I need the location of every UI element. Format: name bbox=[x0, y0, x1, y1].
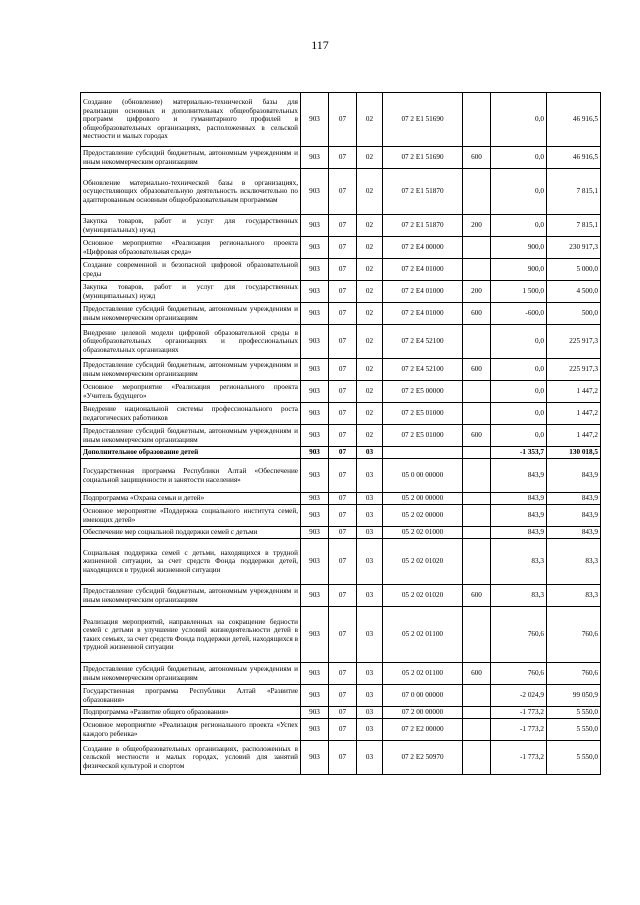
target-article-cell: 07 2 E5 00000 bbox=[383, 381, 463, 403]
expense-type-cell bbox=[463, 259, 491, 281]
change-amount-cell: 0,0 bbox=[491, 93, 547, 147]
change-amount-cell: 760,6 bbox=[491, 663, 547, 685]
expense-type-cell bbox=[463, 381, 491, 403]
table-row bbox=[81, 359, 601, 381]
row-name-cell: Закупка товаров, работ и услуг для государственных (муниципальных) нужд bbox=[81, 281, 301, 303]
row-name-cell: Государственная программа Республики Алтай «Обеспечение социальной защищенности и занятости населения» bbox=[81, 459, 301, 493]
total-amount-cell: 7 815,1 bbox=[547, 215, 601, 237]
section-cell: 07 bbox=[329, 493, 357, 505]
target-article-cell: 07 2 E2 50970 bbox=[383, 741, 463, 775]
row-name-cell: Внедрение национальной системы профессионального роста педагогических работников bbox=[81, 403, 301, 425]
section-cell: 07 bbox=[329, 505, 357, 527]
change-amount-cell: 0,0 bbox=[491, 425, 547, 447]
row-name-cell: Предоставление субсидий бюджетным, автономным учреждениям и иным некоммерческим организациям bbox=[81, 585, 301, 607]
admin-code-cell: 903 bbox=[301, 237, 329, 259]
target-article-cell: 05 2 02 01020 bbox=[383, 539, 463, 585]
total-amount-cell: 83,3 bbox=[547, 539, 601, 585]
table-row bbox=[81, 325, 601, 359]
total-amount-cell: 1 447,2 bbox=[547, 403, 601, 425]
expense-type-cell bbox=[463, 325, 491, 359]
total-amount-cell: 99 050,9 bbox=[547, 685, 601, 707]
table-row bbox=[81, 447, 601, 459]
section-cell: 07 bbox=[329, 93, 357, 147]
expense-type-cell bbox=[463, 527, 491, 539]
row-name-cell: Государственная программа Республики Алтай «Развитие образования» bbox=[81, 685, 301, 707]
section-cell: 07 bbox=[329, 741, 357, 775]
total-amount-cell: 46 916,5 bbox=[547, 93, 601, 147]
target-article-cell: 07 2 E4 01000 bbox=[383, 259, 463, 281]
expense-type-cell bbox=[463, 169, 491, 215]
section-cell: 07 bbox=[329, 527, 357, 539]
subsection-cell: 02 bbox=[357, 281, 383, 303]
table-row bbox=[81, 459, 601, 493]
row-name-cell: Создание современной и безопасной цифровой образовательной среды bbox=[81, 259, 301, 281]
change-amount-cell: 0,0 bbox=[491, 359, 547, 381]
expense-type-cell bbox=[463, 539, 491, 585]
expense-type-cell: 600 bbox=[463, 585, 491, 607]
row-name-cell: Социальная поддержка семей с детьми, находящихся в трудной жизненной ситуации, за счет средств Фонда поддержки детей, находящихся в трудной жизненной ситуации bbox=[81, 539, 301, 585]
subsection-cell: 03 bbox=[357, 663, 383, 685]
admin-code-cell: 903 bbox=[301, 281, 329, 303]
target-article-cell: 05 0 00 00000 bbox=[383, 459, 463, 493]
total-amount-cell: 225 917,3 bbox=[547, 325, 601, 359]
row-name-cell: Предоставление субсидий бюджетным, автономным учреждениям и иным некоммерческим организациям bbox=[81, 425, 301, 447]
expense-type-cell bbox=[463, 719, 491, 741]
section-cell: 07 bbox=[329, 585, 357, 607]
total-amount-cell: 4 500,0 bbox=[547, 281, 601, 303]
change-amount-cell: 843,9 bbox=[491, 459, 547, 493]
expense-type-cell: 600 bbox=[463, 303, 491, 325]
section-cell: 07 bbox=[329, 381, 357, 403]
change-amount-cell: 1 500,0 bbox=[491, 281, 547, 303]
expense-type-cell bbox=[463, 93, 491, 147]
subsection-cell: 03 bbox=[357, 493, 383, 505]
total-amount-cell: 5 550,0 bbox=[547, 741, 601, 775]
change-amount-cell: 900,0 bbox=[491, 259, 547, 281]
table-row bbox=[81, 259, 601, 281]
change-amount-cell: 843,9 bbox=[491, 527, 547, 539]
total-amount-cell: 843,9 bbox=[547, 493, 601, 505]
subsection-cell: 03 bbox=[357, 505, 383, 527]
row-name-cell: Предоставление субсидий бюджетным, автономным учреждениям и иным некоммерческим организациям bbox=[81, 147, 301, 169]
change-amount-cell: 0,0 bbox=[491, 169, 547, 215]
table-row bbox=[81, 707, 601, 719]
total-amount-cell: 760,6 bbox=[547, 607, 601, 663]
expense-type-cell: 200 bbox=[463, 215, 491, 237]
subsection-cell: 02 bbox=[357, 403, 383, 425]
expense-type-cell bbox=[463, 607, 491, 663]
admin-code-cell: 903 bbox=[301, 169, 329, 215]
admin-code-cell: 903 bbox=[301, 607, 329, 663]
admin-code-cell: 903 bbox=[301, 505, 329, 527]
admin-code-cell: 903 bbox=[301, 325, 329, 359]
change-amount-cell: 843,9 bbox=[491, 505, 547, 527]
admin-code-cell: 903 bbox=[301, 259, 329, 281]
change-amount-cell: 0,0 bbox=[491, 381, 547, 403]
table-row bbox=[81, 425, 601, 447]
row-name-cell: Обеспечение мер социальной поддержки семей с детьми bbox=[81, 527, 301, 539]
section-cell: 07 bbox=[329, 169, 357, 215]
row-name-cell: Основное мероприятие «Реализация регионального проекта «Успех каждого ребенка» bbox=[81, 719, 301, 741]
target-article-cell: 07 2 E2 00000 bbox=[383, 719, 463, 741]
table-row bbox=[81, 381, 601, 403]
subsection-cell: 02 bbox=[357, 325, 383, 359]
target-article-cell: 05 2 00 00000 bbox=[383, 493, 463, 505]
total-amount-cell: 843,9 bbox=[547, 505, 601, 527]
expense-type-cell: 600 bbox=[463, 663, 491, 685]
table-row bbox=[81, 215, 601, 237]
table-row bbox=[81, 303, 601, 325]
row-name-cell: Обновление материально-технической базы в организациях, осуществляющих образовательную деятельность исключительно по адаптированным основным общеобразовательным программам bbox=[81, 169, 301, 215]
admin-code-cell: 903 bbox=[301, 459, 329, 493]
subsection-cell: 02 bbox=[357, 425, 383, 447]
row-name-cell: Реализация мероприятий, направленных на сокращение бедности семей с детьми в улучшение условий жизнедеятельности детей в таких семьях, за счет средств Фонда поддержки детей, находящихся в трудной жизненной ситуации bbox=[81, 607, 301, 663]
admin-code-cell: 903 bbox=[301, 707, 329, 719]
target-article-cell: 07 2 E1 51870 bbox=[383, 215, 463, 237]
change-amount-cell: -1 773,2 bbox=[491, 719, 547, 741]
expense-type-cell bbox=[463, 741, 491, 775]
subsection-cell: 03 bbox=[357, 447, 383, 459]
section-cell: 07 bbox=[329, 685, 357, 707]
target-article-cell: 07 2 E5 01000 bbox=[383, 425, 463, 447]
subsection-cell: 03 bbox=[357, 459, 383, 493]
target-article-cell bbox=[383, 447, 463, 459]
table-row bbox=[81, 93, 601, 147]
total-amount-cell: 130 018,5 bbox=[547, 447, 601, 459]
expense-type-cell bbox=[463, 403, 491, 425]
section-cell: 07 bbox=[329, 325, 357, 359]
target-article-cell: 07 0 00 00000 bbox=[383, 685, 463, 707]
target-article-cell: 07 2 E1 51870 bbox=[383, 169, 463, 215]
admin-code-cell: 903 bbox=[301, 147, 329, 169]
subsection-cell: 02 bbox=[357, 169, 383, 215]
subsection-cell: 02 bbox=[357, 381, 383, 403]
admin-code-cell: 903 bbox=[301, 215, 329, 237]
subsection-cell: 03 bbox=[357, 685, 383, 707]
row-name-cell: Подпрограмма «Развитие общего образования» bbox=[81, 707, 301, 719]
page-number: 117 bbox=[311, 38, 329, 52]
total-amount-cell: 843,9 bbox=[547, 527, 601, 539]
subsection-cell: 03 bbox=[357, 539, 383, 585]
admin-code-cell: 903 bbox=[301, 539, 329, 585]
target-article-cell: 07 2 E4 52100 bbox=[383, 325, 463, 359]
subsection-cell: 03 bbox=[357, 527, 383, 539]
target-article-cell: 05 2 02 00000 bbox=[383, 505, 463, 527]
row-name-cell: Закупка товаров, работ и услуг для государственных (муниципальных) нужд bbox=[81, 215, 301, 237]
target-article-cell: 07 2 E1 51690 bbox=[383, 147, 463, 169]
admin-code-cell: 903 bbox=[301, 685, 329, 707]
admin-code-cell: 903 bbox=[301, 359, 329, 381]
change-amount-cell: 83,3 bbox=[491, 539, 547, 585]
table-row bbox=[81, 493, 601, 505]
total-amount-cell: 5 550,0 bbox=[547, 707, 601, 719]
subsection-cell: 02 bbox=[357, 303, 383, 325]
section-cell: 07 bbox=[329, 403, 357, 425]
subsection-cell: 02 bbox=[357, 93, 383, 147]
section-cell: 07 bbox=[329, 215, 357, 237]
table-row bbox=[81, 505, 601, 527]
subsection-cell: 03 bbox=[357, 607, 383, 663]
section-cell: 07 bbox=[329, 719, 357, 741]
admin-code-cell: 903 bbox=[301, 527, 329, 539]
subsection-cell: 03 bbox=[357, 707, 383, 719]
target-article-cell: 05 2 02 01020 bbox=[383, 585, 463, 607]
section-cell: 07 bbox=[329, 607, 357, 663]
target-article-cell: 07 2 E4 01000 bbox=[383, 281, 463, 303]
total-amount-cell: 46 916,5 bbox=[547, 147, 601, 169]
admin-code-cell: 903 bbox=[301, 303, 329, 325]
section-cell: 07 bbox=[329, 539, 357, 585]
expense-type-cell bbox=[463, 447, 491, 459]
target-article-cell: 07 2 00 00000 bbox=[383, 707, 463, 719]
total-amount-cell: 230 917,3 bbox=[547, 237, 601, 259]
expense-type-cell: 600 bbox=[463, 425, 491, 447]
total-amount-cell: 225 917,3 bbox=[547, 359, 601, 381]
row-name-cell: Создание в общеобразовательных организациях, расположенных в сельской местности и малых городах, условий для занятий физической культурой и спортом bbox=[81, 741, 301, 775]
section-cell: 07 bbox=[329, 459, 357, 493]
change-amount-cell: 843,9 bbox=[491, 493, 547, 505]
row-name-cell: Основное мероприятие «Поддержка социального института семей, имеющих детей» bbox=[81, 505, 301, 527]
row-name-cell: Подпрограмма «Охрана семьи и детей» bbox=[81, 493, 301, 505]
admin-code-cell: 903 bbox=[301, 403, 329, 425]
budget-table bbox=[80, 92, 601, 775]
section-cell: 07 bbox=[329, 281, 357, 303]
total-amount-cell: 843,9 bbox=[547, 459, 601, 493]
change-amount-cell: 0,0 bbox=[491, 325, 547, 359]
section-cell: 07 bbox=[329, 707, 357, 719]
expense-type-cell bbox=[463, 505, 491, 527]
table-row bbox=[81, 403, 601, 425]
row-name-cell: Создание (обновление) материально-технической базы для реализации основных и дополнительных общеобразовательных программ цифрового и гуманитарного профилей в общеобразовательных организациях, расположенных в сельской местности и малых городах bbox=[81, 93, 301, 147]
expense-type-cell: 200 bbox=[463, 281, 491, 303]
table-row bbox=[81, 585, 601, 607]
subsection-cell: 03 bbox=[357, 585, 383, 607]
admin-code-cell: 903 bbox=[301, 719, 329, 741]
table-row bbox=[81, 169, 601, 215]
target-article-cell: 07 2 E5 01000 bbox=[383, 403, 463, 425]
change-amount-cell: -2 024,9 bbox=[491, 685, 547, 707]
expense-type-cell: 600 bbox=[463, 359, 491, 381]
total-amount-cell: 1 447,2 bbox=[547, 381, 601, 403]
admin-code-cell: 903 bbox=[301, 493, 329, 505]
subsection-cell: 03 bbox=[357, 719, 383, 741]
target-article-cell: 07 2 E4 01000 bbox=[383, 303, 463, 325]
admin-code-cell: 903 bbox=[301, 585, 329, 607]
subsection-cell: 02 bbox=[357, 259, 383, 281]
admin-code-cell: 903 bbox=[301, 663, 329, 685]
change-amount-cell: 900,0 bbox=[491, 237, 547, 259]
row-name-cell: Предоставление субсидий бюджетным, автономным учреждениям и иным некоммерческим организациям bbox=[81, 663, 301, 685]
section-cell: 07 bbox=[329, 237, 357, 259]
table-row bbox=[81, 741, 601, 775]
change-amount-cell: 0,0 bbox=[491, 215, 547, 237]
row-name-cell: Предоставление субсидий бюджетным, автономным учреждениям и иным некоммерческим организациям bbox=[81, 359, 301, 381]
row-name-cell: Основное мероприятие «Реализация регионального проекта «Учитель будущего» bbox=[81, 381, 301, 403]
total-amount-cell: 5 000,0 bbox=[547, 259, 601, 281]
admin-code-cell: 903 bbox=[301, 93, 329, 147]
table-row bbox=[81, 719, 601, 741]
target-article-cell: 07 2 E1 51690 bbox=[383, 93, 463, 147]
section-cell: 07 bbox=[329, 303, 357, 325]
target-article-cell: 07 2 E4 52100 bbox=[383, 359, 463, 381]
total-amount-cell: 500,0 bbox=[547, 303, 601, 325]
total-amount-cell: 7 815,1 bbox=[547, 169, 601, 215]
expense-type-cell bbox=[463, 493, 491, 505]
row-name-cell: Дополнительное образование детей bbox=[81, 447, 301, 459]
table-row bbox=[81, 685, 601, 707]
expense-type-cell bbox=[463, 237, 491, 259]
change-amount-cell: 0,0 bbox=[491, 403, 547, 425]
target-article-cell: 05 2 02 01000 bbox=[383, 527, 463, 539]
target-article-cell: 07 2 E4 00000 bbox=[383, 237, 463, 259]
change-amount-cell: -1 773,2 bbox=[491, 741, 547, 775]
change-amount-cell: 760,6 bbox=[491, 607, 547, 663]
target-article-cell: 05 2 02 01100 bbox=[383, 607, 463, 663]
row-name-cell: Предоставление субсидий бюджетным, автономным учреждениям и иным некоммерческим организациям bbox=[81, 303, 301, 325]
admin-code-cell: 903 bbox=[301, 741, 329, 775]
subsection-cell: 02 bbox=[357, 359, 383, 381]
change-amount-cell: -1 353,7 bbox=[491, 447, 547, 459]
expense-type-cell: 600 bbox=[463, 147, 491, 169]
change-amount-cell: -1 773,2 bbox=[491, 707, 547, 719]
admin-code-cell: 903 bbox=[301, 425, 329, 447]
row-name-cell: Основное мероприятие «Реализация регионального проекта «Цифровая образовательная среда» bbox=[81, 237, 301, 259]
change-amount-cell: 0,0 bbox=[491, 147, 547, 169]
subsection-cell: 03 bbox=[357, 741, 383, 775]
total-amount-cell: 760,6 bbox=[547, 663, 601, 685]
section-cell: 07 bbox=[329, 359, 357, 381]
expense-type-cell bbox=[463, 459, 491, 493]
table-row bbox=[81, 147, 601, 169]
table-row bbox=[81, 663, 601, 685]
change-amount-cell: 83,3 bbox=[491, 585, 547, 607]
subsection-cell: 02 bbox=[357, 237, 383, 259]
section-cell: 07 bbox=[329, 663, 357, 685]
expense-type-cell bbox=[463, 685, 491, 707]
table-row bbox=[81, 607, 601, 663]
section-cell: 07 bbox=[329, 447, 357, 459]
admin-code-cell: 903 bbox=[301, 447, 329, 459]
total-amount-cell: 1 447,2 bbox=[547, 425, 601, 447]
table-row bbox=[81, 281, 601, 303]
total-amount-cell: 5 550,0 bbox=[547, 719, 601, 741]
section-cell: 07 bbox=[329, 147, 357, 169]
target-article-cell: 05 2 02 01100 bbox=[383, 663, 463, 685]
table-row bbox=[81, 527, 601, 539]
admin-code-cell: 903 bbox=[301, 381, 329, 403]
subsection-cell: 02 bbox=[357, 215, 383, 237]
table-row bbox=[81, 539, 601, 585]
table-row bbox=[81, 237, 601, 259]
change-amount-cell: -600,0 bbox=[491, 303, 547, 325]
section-cell: 07 bbox=[329, 259, 357, 281]
section-cell: 07 bbox=[329, 425, 357, 447]
total-amount-cell: 83,3 bbox=[547, 585, 601, 607]
subsection-cell: 02 bbox=[357, 147, 383, 169]
row-name-cell: Внедрение целевой модели цифровой образовательной среды в общеобразовательных организациях и профессиональных образовательных организациях bbox=[81, 325, 301, 359]
expense-type-cell bbox=[463, 707, 491, 719]
